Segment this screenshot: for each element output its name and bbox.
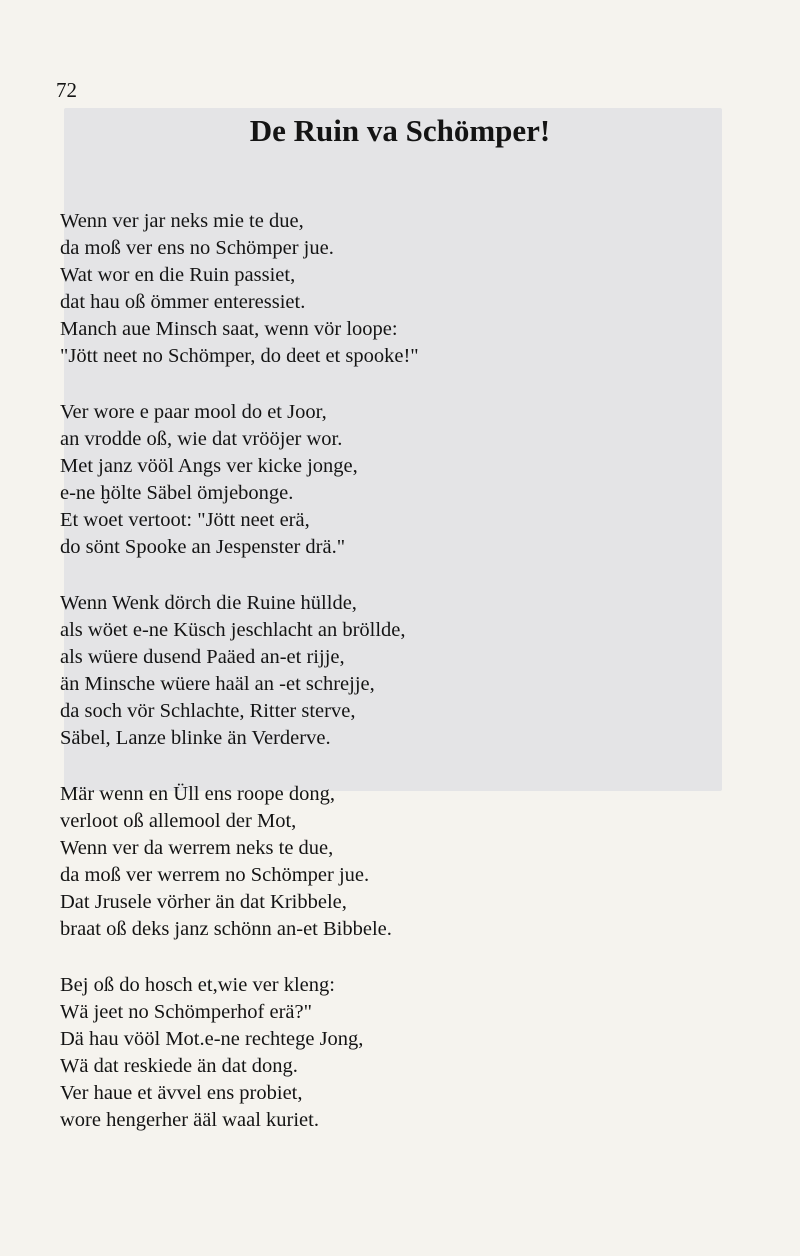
poem-line: Wenn Wenk dörch die Ruine hüllde, [60,592,357,614]
poem-line: Bej oß do hosch et,wie ver kleng: [60,974,335,996]
poem-line: Wenn ver da werrem neks te due, [60,837,334,859]
poem-line: Wä jeet no Schömperhof erä?" [60,1001,312,1023]
poem-line: Wä dat reskiede än dat dong. [60,1055,298,1077]
poem-line: als wöet e-ne Küsch jeschlacht an bröllde, [60,619,406,641]
poem-line: verloot oß allemool der Mot, [60,810,297,832]
poem-line: Ver haue et ävvel ens probiet, [60,1082,303,1104]
poem-line: Wat wor en die Ruin passiet, [60,264,296,286]
poem-body [60,208,700,1163]
poem-line: "Jött neet no Schömper, do deet et spooke!" [60,345,419,367]
stanza-1 [60,208,700,370]
poem-line: als wüere dusend Paäed an-et rijje, [60,646,345,668]
poem-line: da moß ver werrem no Schömper jue. [60,864,370,886]
stanza-3 [60,590,700,752]
poem-line: do sönt Spooke an Jespenster drä." [60,536,346,558]
poem-line: Manch aue Minsch saat, wenn vör loope: [60,318,398,340]
poem-line: wore hengerher ääl waal kuriet. [60,1109,319,1131]
stanza-2 [60,399,700,561]
stanza-5 [60,972,700,1134]
stanza-4 [60,781,700,943]
poem-line: Mär wenn en Üll ens roope dong, [60,783,335,805]
poem-line: Et woet vertoot: "Jött neet erä, [60,509,310,531]
poem-line: braat oß deks janz schönn an-et Bibbele. [60,918,392,940]
page-number: 72 [56,78,77,102]
poem-line: an vrodde oß, wie dat vrööjer wor. [60,428,343,450]
poem-line: dat hau oß ömmer enteressiet. [60,291,306,313]
poem-line: Dat Jrusele vörher än dat Kribbele, [60,891,347,913]
poem-line: Ver wore e paar mool do et Joor, [60,401,327,423]
poem-title: De Ruin va Schömper! [249,113,551,148]
poem-line: da soch vör Schlachte, Ritter sterve, [60,700,356,722]
poem-line: e-ne ḫölte Säbel ömjebonge. [60,482,294,504]
poem-line: da moß ver ens no Schömper jue. [60,237,334,259]
poem-line: Met janz vööl Angs ver kicke jonge, [60,455,358,477]
poem-line: Wenn ver jar neks mie te due, [60,210,304,232]
poem-line: än Minsche wüere haäl an -et schrejje, [60,673,375,695]
poem-line: Säbel, Lanze blinke än Verderve. [60,727,331,749]
poem-line: Dä hau vööl Mot.e-ne rechtege Jong, [60,1028,364,1050]
